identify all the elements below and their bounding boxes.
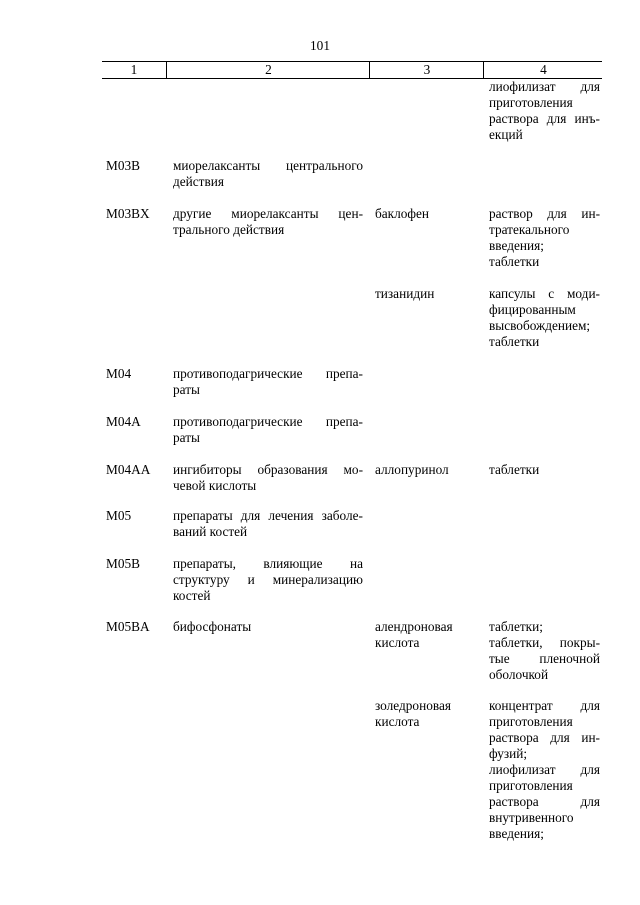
text-line: таблетки	[489, 334, 540, 349]
text-line: костей	[173, 588, 211, 603]
text-line: внутривенного	[489, 810, 574, 825]
text-line: противоподагрические препа-	[173, 414, 363, 429]
name-cell	[173, 462, 363, 494]
text-line: M05B	[106, 556, 140, 571]
text-line: раты	[173, 382, 200, 397]
text-line: кислота	[375, 635, 420, 650]
drug-cell	[375, 286, 479, 302]
text-line: противоподагрические препа-	[173, 366, 363, 381]
text-line: екций	[489, 127, 523, 142]
text-line: M04AA	[106, 462, 151, 477]
code-cell	[106, 414, 168, 430]
form-cell	[489, 79, 600, 143]
text-line: структуру и минерализацию	[173, 572, 363, 587]
text-line: лиофилизат для	[489, 762, 600, 777]
text-line: таблетки, покры-	[489, 635, 600, 650]
name-cell	[173, 414, 363, 446]
text-line: введения;	[489, 826, 544, 841]
text-line: тизанидин	[375, 286, 435, 301]
text-line: другие миорелаксанты цен-	[173, 206, 363, 221]
text-line: фузий;	[489, 746, 528, 761]
code-cell	[106, 366, 168, 382]
text-line: таблетки;	[489, 619, 543, 634]
text-line: лиофилизат для	[489, 79, 600, 94]
text-line: M03B	[106, 158, 140, 173]
text-line: кислота	[375, 714, 420, 729]
name-cell	[173, 206, 363, 238]
text-line: приготовления	[489, 778, 573, 793]
text-line: ингибиторы образования мо-	[173, 462, 363, 477]
name-cell	[173, 619, 363, 635]
text-line: приготовления	[489, 714, 573, 729]
text-line: бифосфонаты	[173, 619, 252, 634]
text-line: раствора для ин-	[489, 730, 600, 745]
text-line: таблетки	[489, 462, 540, 477]
header-col-1: 1	[130, 62, 138, 77]
form-cell	[489, 619, 600, 683]
name-cell	[173, 158, 363, 190]
text-line: тратекального	[489, 222, 570, 237]
text-line: раствора для	[489, 794, 600, 809]
table-header-row	[102, 61, 602, 79]
text-line: M05BA	[106, 619, 150, 634]
text-line: оболочкой	[489, 667, 549, 682]
text-line: концентрат для	[489, 698, 600, 713]
drug-cell	[375, 619, 479, 651]
text-line: M04A	[106, 414, 141, 429]
code-cell	[106, 158, 168, 174]
code-cell	[106, 508, 168, 524]
text-line: действия	[173, 174, 225, 189]
drug-cell	[375, 698, 479, 730]
text-line: чевой кислоты	[173, 478, 257, 493]
text-line: препараты, влияющие на	[173, 556, 363, 571]
text-line: раствора для инъ-	[489, 111, 600, 126]
header-col-4: 4	[483, 62, 603, 78]
text-line: баклофен	[375, 206, 430, 221]
text-line: таблетки	[489, 254, 540, 269]
text-line: золедроновая	[375, 698, 451, 713]
text-line: раствор для ин-	[489, 206, 600, 221]
text-line: высвобождением;	[489, 318, 591, 333]
text-line: M05	[106, 508, 132, 523]
form-cell	[489, 206, 600, 270]
text-line: ваний костей	[173, 524, 248, 539]
text-line: капсулы с моди-	[489, 286, 600, 301]
drug-cell	[375, 462, 479, 478]
text-line: аллопуринол	[375, 462, 449, 477]
text-line: тые пленочной	[489, 651, 600, 666]
code-cell	[106, 619, 168, 635]
text-line: препараты для лечения заболе-	[173, 508, 363, 523]
name-cell	[173, 556, 363, 604]
code-cell	[106, 556, 168, 572]
name-cell	[173, 366, 363, 398]
text-line: приготовления	[489, 95, 573, 110]
form-cell	[489, 286, 600, 350]
text-line: алендроновая	[375, 619, 453, 634]
code-cell	[106, 206, 168, 222]
text-line: фицированным	[489, 302, 576, 317]
drug-cell	[375, 206, 479, 222]
form-cell	[489, 698, 600, 842]
page-number: 101	[310, 38, 330, 53]
header-col-2: 2	[166, 62, 370, 78]
header-col-3: 3	[369, 62, 484, 78]
form-cell	[489, 462, 600, 478]
text-line: миорелаксанты центрального	[173, 158, 363, 173]
text-line: введения;	[489, 238, 544, 253]
text-line: M04	[106, 366, 132, 381]
code-cell	[106, 462, 168, 478]
text-line: трального действия	[173, 222, 285, 237]
name-cell	[173, 508, 363, 540]
text-line: M03BX	[106, 206, 150, 221]
text-line: раты	[173, 430, 200, 445]
